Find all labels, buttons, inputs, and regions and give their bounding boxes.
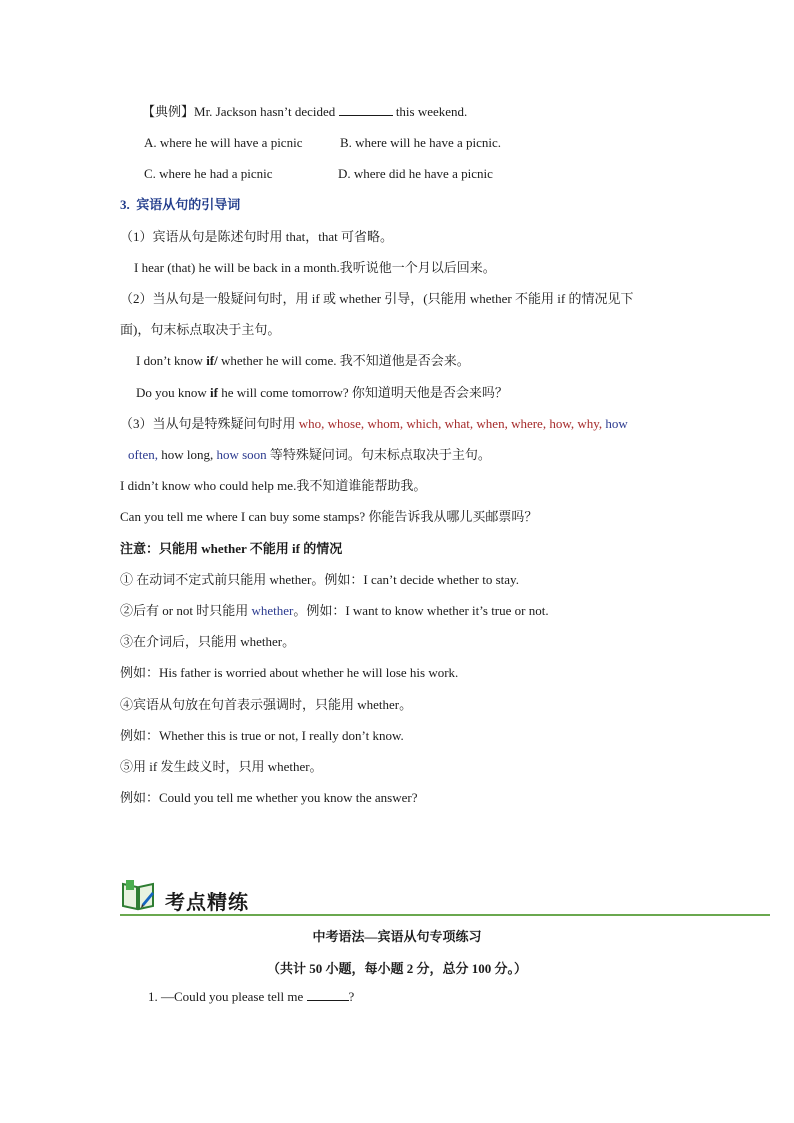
rule-2-example-1: I don’t know if/ whether he will come. 我不知道他是否会来。: [136, 353, 470, 368]
section-3-heading: 3. 宾语从句的引导词: [120, 197, 241, 212]
option-d: D. where did he have a picnic: [338, 166, 493, 181]
note-title: 注意：只能用 whether 不能用 if 的情况: [120, 541, 343, 556]
practice-subtitle: 中考语法—宾语从句专项练习: [312, 929, 482, 944]
option-b: B. where will he have a picnic.: [340, 135, 501, 150]
rule-2-example-2: Do you know if he will come tomorrow? 你知道明天他是否会来吗？: [136, 385, 508, 400]
note-5: ⑤用 if 发生歧义时，只用 whether。: [120, 759, 323, 774]
note-4-example: 例如：Whether this is true or not, I really don’t know.: [120, 728, 404, 743]
open-book-pencil-icon: [120, 878, 156, 912]
question-1: 1. —Could you please tell me ?: [148, 989, 355, 1004]
rule-1: （1）宾语从句是陈述句时用 that，that 可省略。: [120, 229, 393, 244]
example-tag: 【典例】: [142, 104, 195, 119]
question-words: who, whose, whom, which, what, when, where, how, why,: [298, 416, 603, 431]
section-divider: [120, 914, 770, 916]
option-a: A. where he will have a picnic: [144, 135, 303, 150]
rule-3-line-1: （3）当从句是特殊疑问句时用 who, whose, whom, which, what, when, where, how, why, how: [120, 416, 628, 431]
option-c: C. where he had a picnic: [144, 166, 273, 181]
example-sentence-a: I didn’t know who could help me.我不知道谁能帮助我。: [120, 478, 427, 493]
note-5-example: 例如：Could you tell me whether you know the answer?: [120, 790, 418, 805]
example-question: 【典例】Mr. Jackson hasn’t decided this weekend.: [142, 104, 468, 119]
answer-blank: [307, 989, 349, 1001]
rule-1-example: I hear (that) he will be back in a month.我听说他一个月以后回来。: [134, 260, 496, 275]
note-4: ④宾语从句放在句首表示强调时，只能用 whether。: [120, 697, 413, 712]
practice-heading: 考点精练: [165, 892, 249, 914]
example-sentence-b: Can you tell me where I can buy some stamps? 你能告诉我从哪儿买邮票吗？: [120, 509, 538, 524]
answer-blank: [339, 104, 393, 116]
note-1: ① 在动词不定式前只能用 whether。例如：I can’t decide whether to stay.: [120, 572, 519, 587]
rule-2-line-2: 面)，句末标点取决于主句。: [120, 322, 281, 337]
note-3-example: 例如：His father is worried about whether he will lose his work.: [120, 665, 459, 680]
practice-info: （共计 50 小题，每小题 2 分，总分 100 分。）: [266, 961, 527, 976]
note-2: ②后有 or not 时只能用 whether。例如：I want to know whether it’s true or not.: [120, 603, 549, 618]
rule-3-line-2: often, how long, how soon 等特殊疑问词。句末标点取决于主句。: [128, 447, 491, 462]
note-3: ③在介词后，只能用 whether。: [120, 634, 296, 649]
rule-2-line-1: （2）当从句是一般疑问句时，用 if 或 whether 引导，(只能用 whether 不能用 if 的情况见下: [120, 291, 634, 306]
